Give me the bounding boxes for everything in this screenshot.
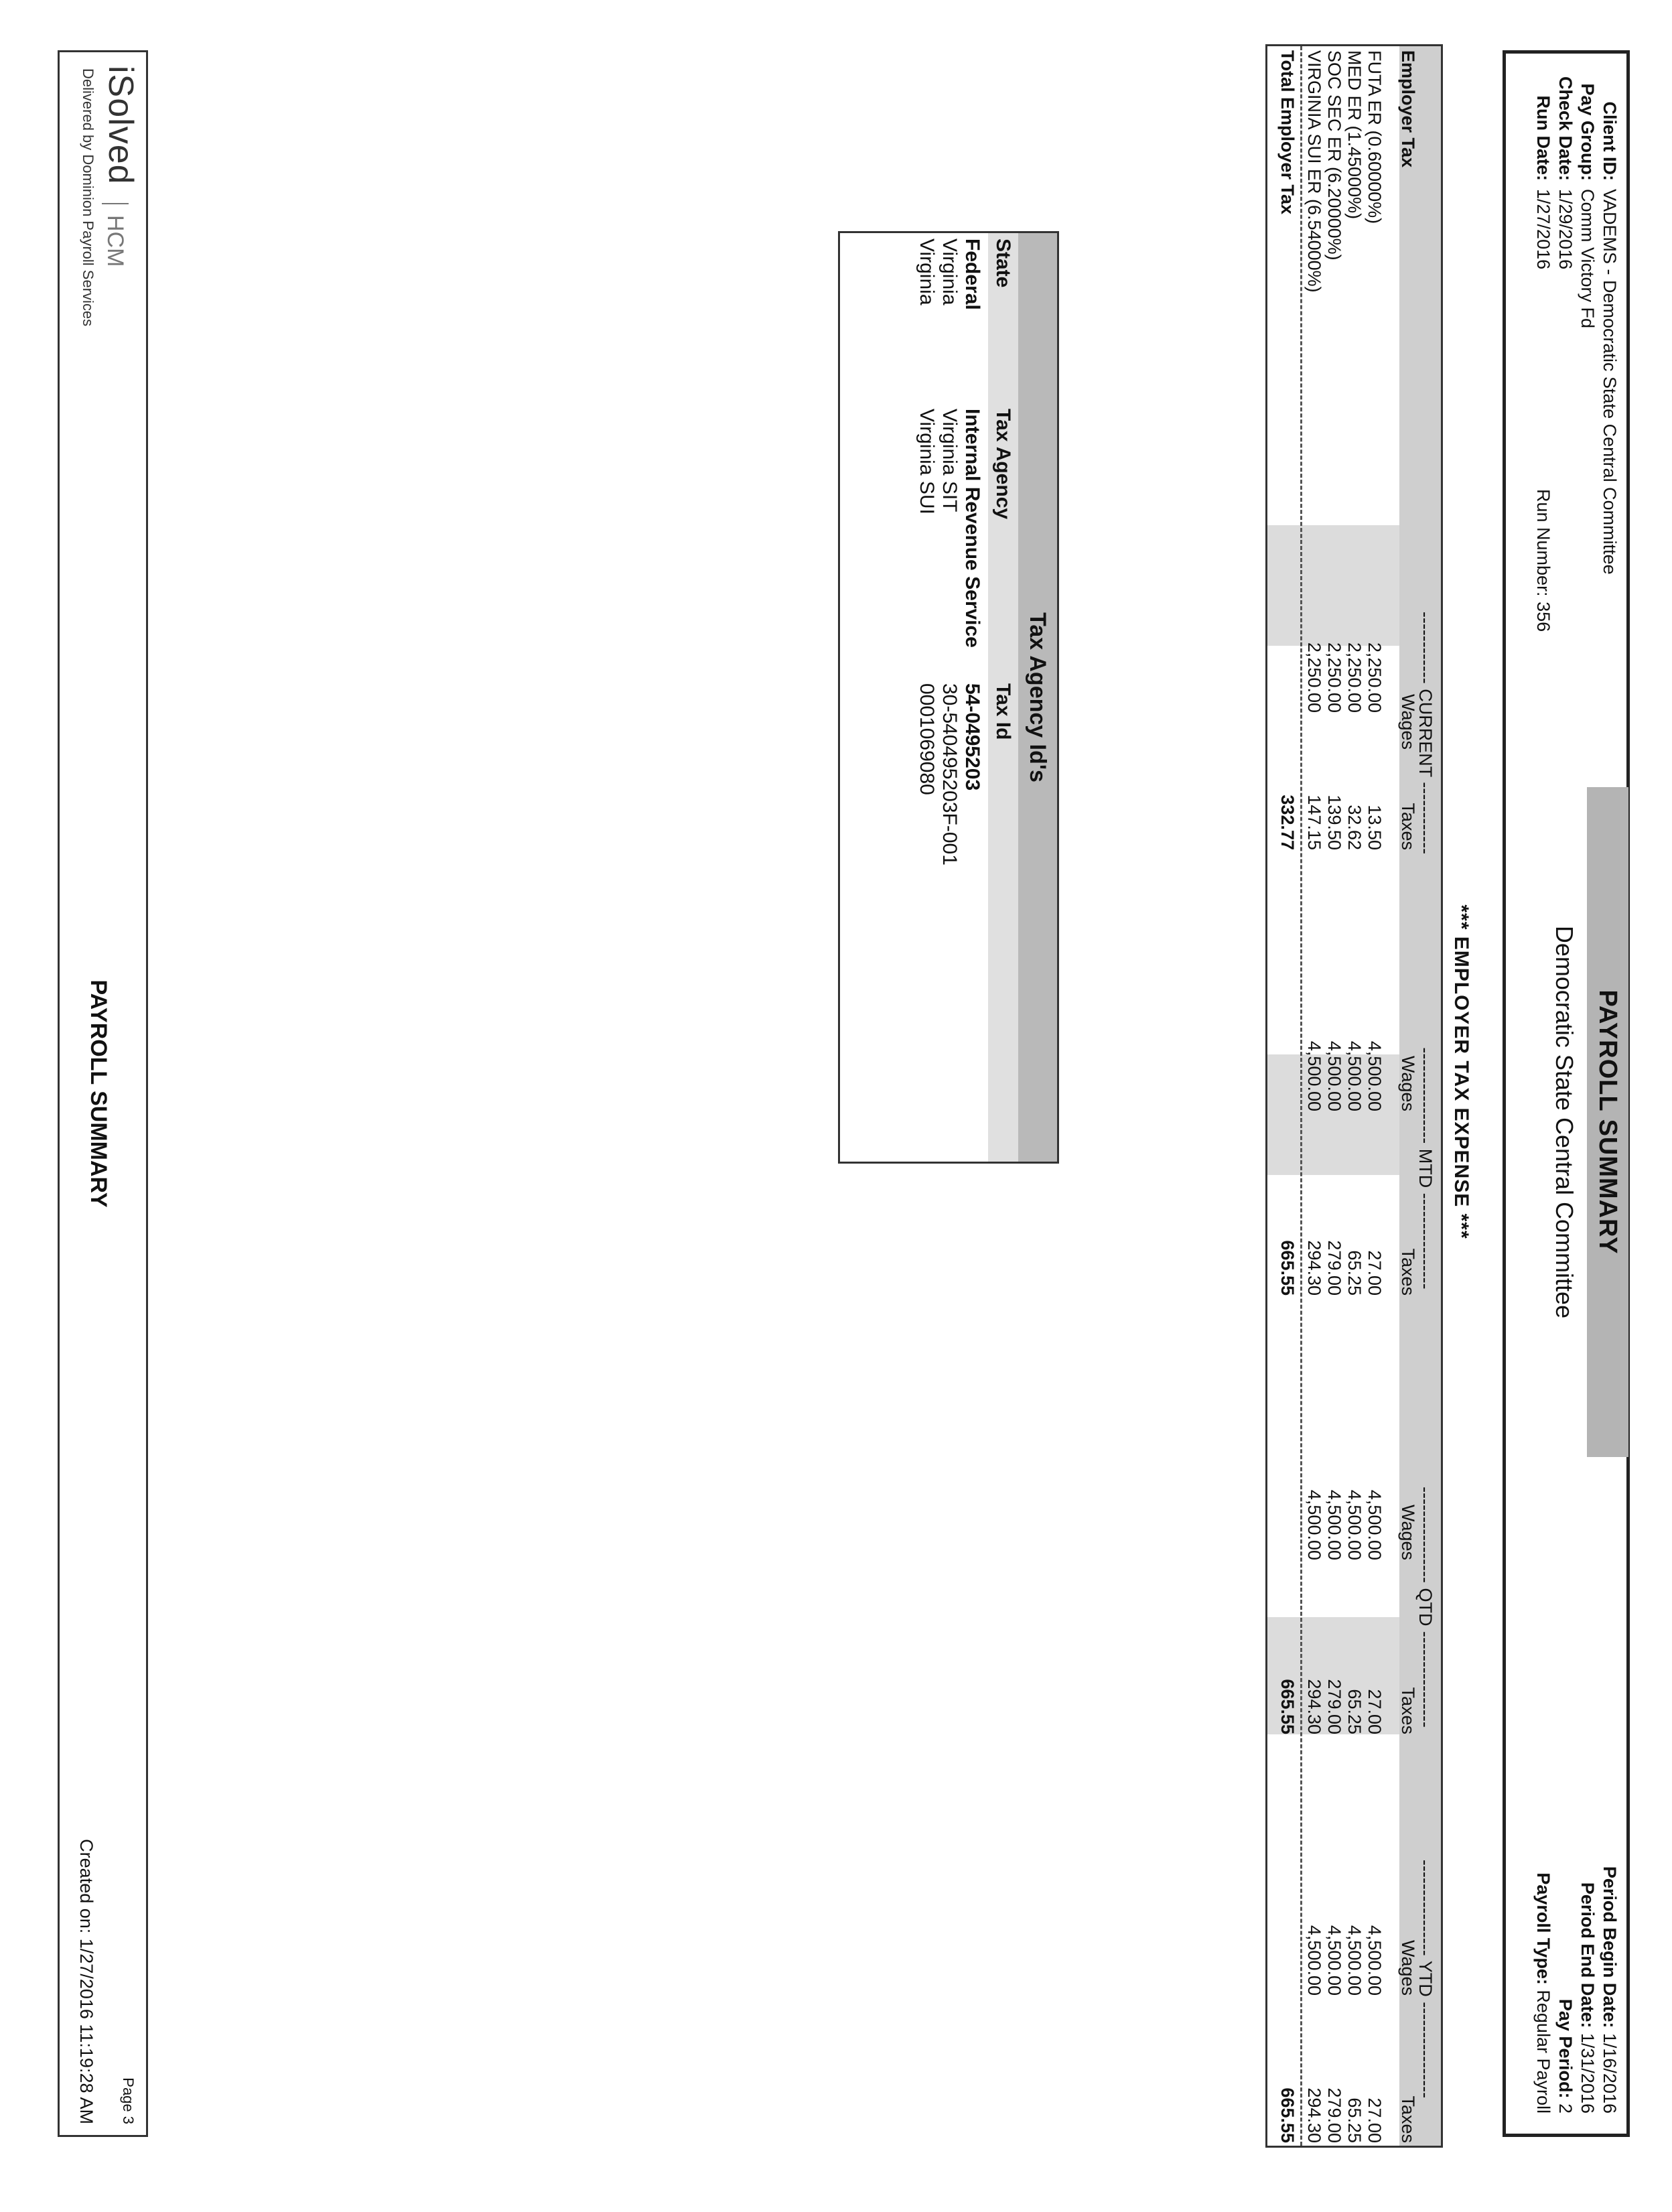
period-begin-value: 1/16/2016 — [1600, 2032, 1620, 2114]
qtd-wages: 4,500.00 — [1344, 1489, 1365, 1560]
current-taxes: 147.15 — [1304, 794, 1324, 850]
mtd-wages: 4,500.00 — [1324, 1040, 1344, 1111]
group-ytd: ---------------- YTD ---------------- — [1415, 1859, 1436, 2099]
ytd-wages-header: Wages — [1398, 1939, 1418, 1996]
pay-group-row — [1577, 54, 1598, 523]
run-date-row — [1533, 54, 1553, 523]
current-wages-header: Wages — [1398, 693, 1418, 750]
qtd-wages-header: Wages — [1398, 1504, 1418, 1560]
current-taxes-header: Taxes — [1398, 803, 1418, 850]
header-box — [1503, 50, 1630, 2137]
pay-period-label: Pay Period: — [1555, 1998, 1576, 2099]
employer-tax-table — [1265, 44, 1443, 2148]
period-end-row — [1577, 1882, 1598, 2114]
employer-tax-column-header: Employer Tax — [1398, 50, 1418, 168]
ytd-wages: 4,500.00 — [1344, 1925, 1365, 1996]
run-date-value: 1/27/2016 — [1533, 189, 1553, 270]
table-row — [961, 233, 983, 1162]
tax-table-header — [1399, 46, 1441, 2146]
mtd-wages: 4,500.00 — [1365, 1040, 1385, 1111]
ytd-taxes-header: Taxes — [1398, 2095, 1418, 2143]
payroll-type-value: Regular Payroll — [1533, 1990, 1553, 2114]
run-date-label: Run Date: — [1533, 95, 1553, 181]
pay-group-value: Comm Victory Fd — [1578, 189, 1598, 329]
tax-name: VIRGINIA SUI ER (6.54000%) — [1304, 50, 1324, 293]
total-mtd-taxes: 665.55 — [1277, 1240, 1298, 1296]
mtd-wages-header: Wages — [1398, 1055, 1418, 1111]
mtd-wages: 4,500.00 — [1304, 1040, 1324, 1111]
agency-cell: Internal Revenue Service — [961, 409, 983, 648]
current-wages: 2,250.00 — [1324, 642, 1344, 713]
ytd-wages: 4,500.00 — [1365, 1925, 1385, 1996]
qtd-wages: 4,500.00 — [1324, 1489, 1344, 1560]
table-row — [1304, 46, 1324, 2146]
tax-agency-header — [988, 233, 1018, 1162]
state-cell: Federal — [961, 238, 983, 310]
tax-id-header: Tax Id — [992, 683, 1014, 740]
current-wages: 2,250.00 — [1365, 642, 1385, 713]
organization-name: Democratic State Central Committee — [1551, 925, 1578, 1319]
qtd-wages: 4,500.00 — [1365, 1489, 1385, 1560]
check-date-row — [1555, 54, 1576, 523]
run-number: Run Number: 356 — [1533, 489, 1553, 632]
state-cell: Virginia — [916, 238, 938, 305]
table-row — [938, 233, 961, 1162]
group-mtd: ---------------- MTD ---------------- — [1415, 1047, 1436, 1290]
qtd-taxes-header: Taxes — [1398, 1687, 1418, 1734]
agency-cell: Virginia SIT — [938, 409, 961, 512]
period-begin-row — [1599, 1866, 1620, 2114]
state-cell: Virginia — [938, 238, 961, 305]
mtd-taxes: 65.25 — [1344, 1250, 1365, 1296]
tax-name: SOC SEC ER (6.20000%) — [1324, 50, 1344, 261]
mtd-wages: 4,500.00 — [1344, 1040, 1365, 1111]
tax-agency-table — [838, 231, 1059, 1164]
total-ytd-taxes: 665.55 — [1277, 2087, 1298, 2143]
tax-agency-title: Tax Agency Id's — [1018, 233, 1057, 1162]
total-separator — [1300, 46, 1302, 2146]
footer-box — [58, 50, 148, 2137]
footer-title: PAYROLL SUMMARY — [86, 979, 111, 1208]
total-label: Total Employer Tax — [1277, 50, 1298, 215]
period-end-label: Period End Date: — [1578, 1882, 1598, 2028]
current-taxes: 13.50 — [1365, 805, 1385, 850]
client-id-label: Client ID: — [1600, 101, 1620, 181]
qtd-taxes: 27.00 — [1365, 1689, 1385, 1734]
pay-period-row — [1555, 1999, 1576, 2114]
period-end-value: 1/31/2016 — [1578, 2032, 1598, 2114]
logo-main-text: iSolved — [101, 66, 140, 185]
qtd-taxes: 65.25 — [1344, 1689, 1365, 1734]
check-date-value: 1/29/2016 — [1555, 189, 1576, 270]
table-row — [1365, 46, 1385, 2146]
state-header: State — [992, 238, 1014, 288]
ytd-taxes: 65.25 — [1344, 2097, 1365, 2143]
client-id-row — [1599, 54, 1620, 575]
created-on: Created on: 1/27/2016 11:19:28 AM — [76, 1839, 96, 2124]
payroll-type-label: Payroll Type: — [1533, 1872, 1553, 1985]
check-date-label: Check Date: — [1555, 76, 1576, 181]
tax-id-cell: 54-0495203 — [961, 683, 983, 791]
ytd-taxes: 279.00 — [1324, 2087, 1344, 2143]
group-qtd: ---------------- QTD ---------------- — [1415, 1487, 1436, 1728]
qtd-taxes: 294.30 — [1304, 1679, 1324, 1734]
client-id-value: VADEMS - Democratic State Central Committee — [1600, 189, 1620, 575]
tax-name: FUTA ER (0.60000%) — [1365, 50, 1385, 224]
ytd-wages: 4,500.00 — [1304, 1925, 1324, 1996]
logo-sub-text: HCM — [102, 203, 129, 267]
table-row — [1324, 46, 1344, 2146]
pay-period-value: 2 — [1555, 2103, 1576, 2114]
period-begin-label: Period Begin Date: — [1600, 1866, 1620, 2028]
total-current-taxes: 332.77 — [1277, 794, 1298, 850]
ytd-taxes: 27.00 — [1365, 2097, 1385, 2143]
ytd-taxes: 294.30 — [1304, 2087, 1324, 2143]
current-taxes: 139.50 — [1324, 794, 1344, 850]
current-taxes: 32.62 — [1344, 805, 1365, 850]
table-row — [915, 233, 938, 1162]
tax-id-cell: 30-540495203F-001 — [938, 683, 961, 866]
tax-name: MED ER (1.45000%) — [1344, 50, 1365, 220]
qtd-taxes: 279.00 — [1324, 1679, 1344, 1734]
ytd-wages: 4,500.00 — [1324, 1925, 1344, 1996]
current-wages: 2,250.00 — [1344, 642, 1365, 713]
pay-group-label: Pay Group: — [1578, 83, 1598, 181]
logo-tagline: Delivered by Dominion Payroll Services — [80, 68, 96, 327]
mtd-taxes: 279.00 — [1324, 1240, 1344, 1296]
employer-tax-heading: *** EMPLOYER TAX EXPENSE *** — [1450, 904, 1472, 1239]
tax-agency-header-label: Tax Agency — [992, 409, 1014, 520]
mtd-taxes: 294.30 — [1304, 1240, 1324, 1296]
agency-cell: Virginia SUI — [916, 409, 938, 514]
mtd-taxes-header: Taxes — [1398, 1248, 1418, 1296]
group-current: ------------ CURRENT ------------ — [1415, 611, 1436, 855]
total-row — [1277, 46, 1298, 2146]
page-number: Page 3 — [120, 2077, 137, 2124]
total-qtd-taxes: 665.55 — [1277, 1679, 1298, 1734]
table-row — [1344, 46, 1365, 2146]
current-wages: 2,250.00 — [1304, 642, 1324, 713]
payroll-type-row — [1533, 1872, 1553, 2114]
tax-id-cell: 0001069080 — [916, 683, 938, 795]
qtd-wages: 4,500.00 — [1304, 1489, 1324, 1560]
report-title: PAYROLL SUMMARY — [1587, 787, 1628, 1457]
mtd-taxes: 27.00 — [1365, 1250, 1385, 1296]
